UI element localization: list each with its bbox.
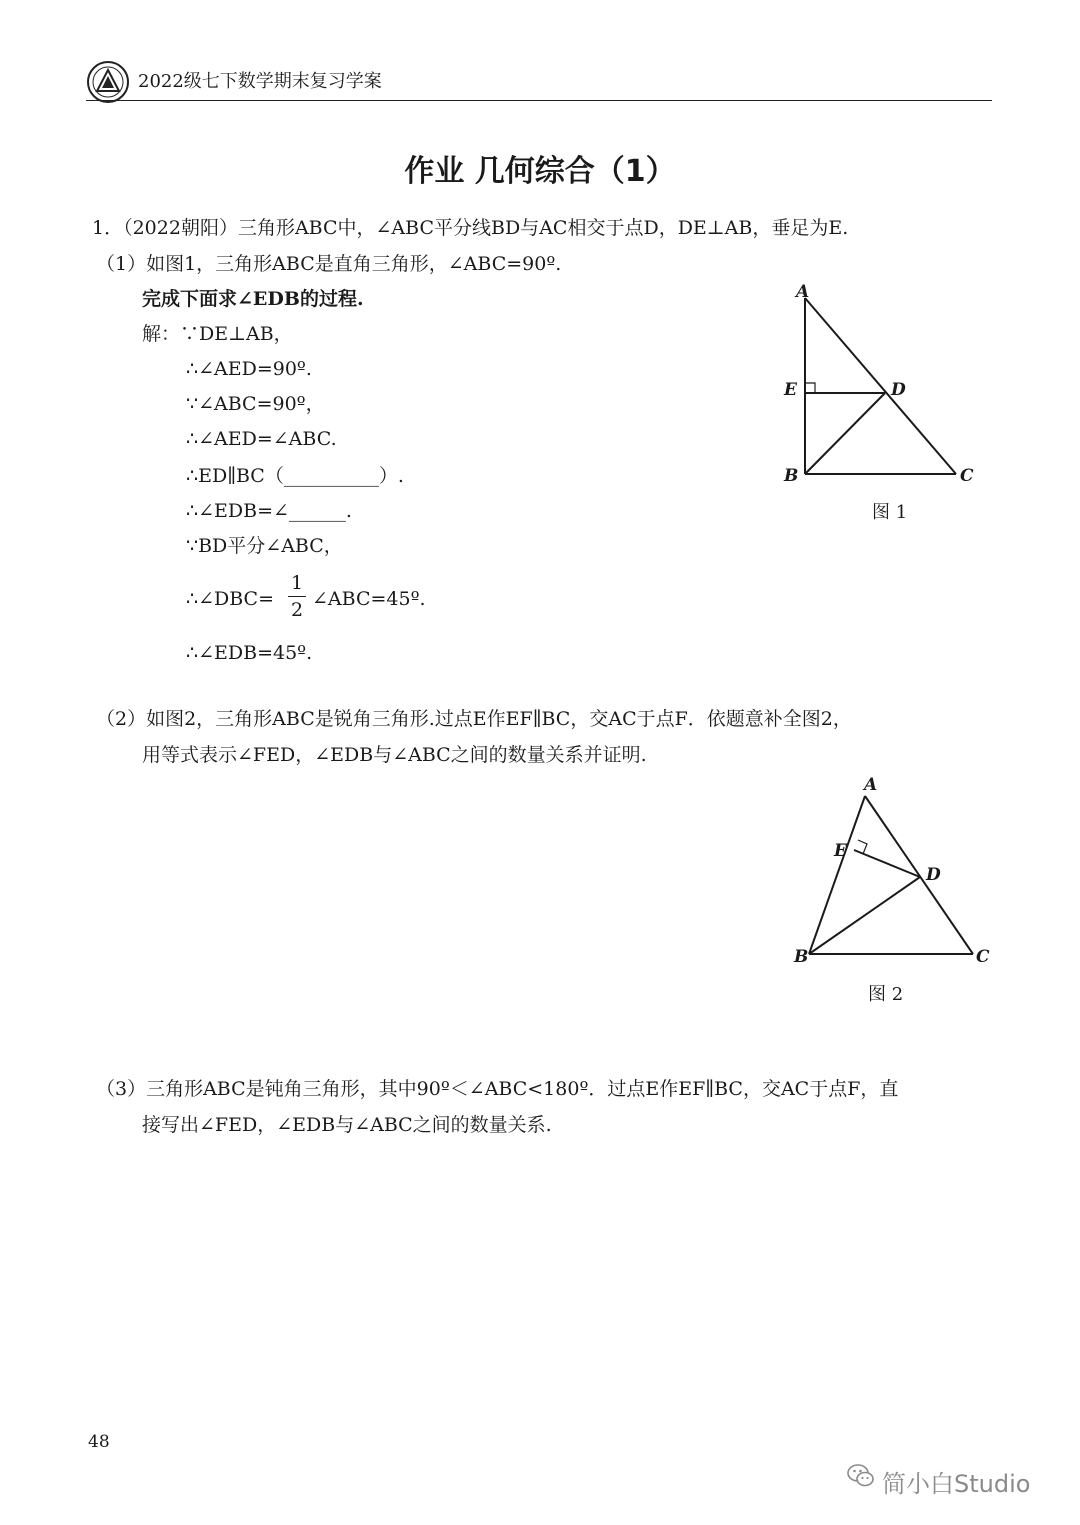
part1-intro: （1）如图1，三角形ABC是直角三角形，∠ABC=90º.	[96, 253, 562, 275]
solution-line-5: ∴ED∥BC（__________）.	[186, 465, 404, 487]
fig2-label-E: E	[834, 841, 847, 861]
fig1-label-C: C	[960, 466, 974, 486]
segment-AB	[809, 796, 865, 954]
figure-1-caption: 图 1	[872, 502, 908, 523]
part1-task: 完成下面求∠EDB的过程.	[142, 288, 364, 310]
part2-line-2: 用等式表示∠FED，∠EDB与∠ABC之间的数量关系并证明.	[142, 744, 647, 766]
fig1-label-A: A	[796, 282, 810, 302]
right-angle-mark	[805, 383, 815, 393]
wechat-icon	[846, 1463, 876, 1489]
fig1-label-E: E	[784, 380, 797, 400]
segment-BD	[805, 393, 885, 474]
problem-stem: 1．（2022朝阳）三角形ABC中，∠ABC平分线BD与AC相交于点D，DE⊥AB，垂足为E.	[92, 217, 849, 239]
part3-line-2: 接写出∠FED，∠EDB与∠ABC之间的数量关系.	[142, 1114, 552, 1136]
fig1-label-D: D	[891, 380, 906, 400]
fig2-label-C: C	[976, 947, 990, 967]
solution-frac-prefix: ∴∠DBC=	[186, 588, 275, 610]
fraction-one-half	[288, 572, 306, 621]
solution-line-6: ∴∠EDB=∠______.	[186, 500, 352, 522]
fig1-label-B: B	[784, 466, 799, 486]
solution-line-1: 解：∵DE⊥AB，	[142, 323, 293, 345]
fraction-numerator: 1	[290, 572, 304, 594]
solution-final: ∴∠EDB=45º.	[186, 642, 313, 664]
fig2-label-A: A	[864, 775, 878, 795]
figure-1	[770, 278, 990, 493]
figure-2	[786, 770, 996, 975]
figure-2-caption: 图 2	[868, 984, 904, 1005]
fig2-label-D: D	[926, 865, 941, 885]
school-logo	[86, 60, 130, 104]
header-title: 2022级七下数学期末复习学案	[138, 71, 382, 92]
fig2-label-B: B	[794, 947, 809, 967]
fraction-bar	[288, 596, 306, 597]
fraction-denominator: 2	[290, 599, 304, 621]
page-number: 48	[88, 1432, 110, 1452]
solution-frac-suffix: ∠ABC=45º.	[312, 588, 426, 610]
page-title: 作业 几何综合（1）	[404, 154, 676, 189]
watermark-text: 简小白Studio	[882, 1470, 1031, 1498]
solution-line-4: ∴∠AED=∠ABC.	[186, 428, 337, 450]
segment-AC	[865, 796, 973, 954]
solution-line-3: ∵∠ABC=90º，	[186, 393, 325, 415]
part2-line-1: （2）如图2，三角形ABC是锐角三角形.过点E作EF∥BC，交AC于点F．依题意补全图2，	[96, 708, 852, 730]
segment-AC	[805, 298, 956, 474]
solution-line-7: ∵BD平分∠ABC，	[186, 535, 343, 557]
header-rule	[86, 100, 992, 101]
segment-BD	[809, 877, 920, 954]
solution-line-2: ∴∠AED=90º.	[186, 358, 312, 380]
part3-line-1: （3）三角形ABC是钝角三角形，其中90º＜∠ABC<180º．过点E作EF∥BC，交AC于点F，直	[96, 1078, 899, 1100]
